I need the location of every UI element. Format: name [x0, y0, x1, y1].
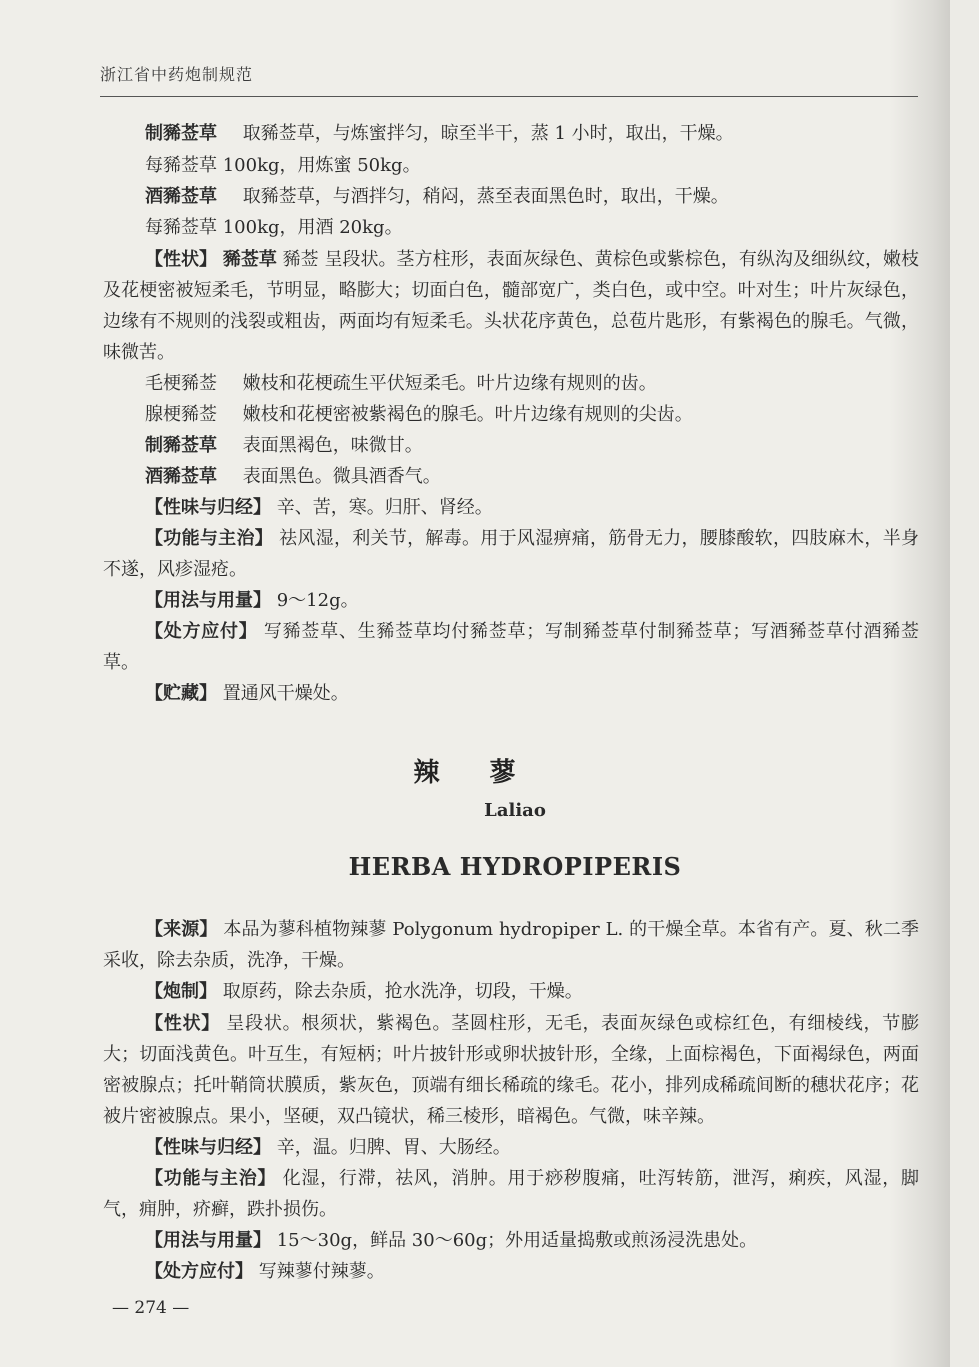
maogeng-title: 毛梗豨莶: [145, 373, 217, 394]
zhi2-text: 表面黑褐色，味微甘。: [242, 435, 423, 456]
chufang2-paragraph: [103, 1256, 919, 1287]
xingzhuang-text: 呈段状。茎方柱形，表面灰绿色、黄棕色或紫棕色，有纵沟及细纵纹，嫩枝及花梗密被短柔毛，节明显，略膨大；切面白色，髓部宽广，类白色，或中空。叶对生；叶片灰绿色，边缘有不规则的浅裂或粗齿，两面均有短柔毛。头状花序黄色，总苞片匙形，有紫褐色的腺毛。气微，味微苦。: [103, 249, 920, 363]
xiangeng-text: 嫩枝和花梗密被紫褐色的腺毛。叶片边缘有规则的尖齿。: [242, 404, 693, 425]
jiu-title: 酒豨莶草: [145, 186, 217, 207]
yongfa2-paragraph: [103, 1225, 919, 1256]
xingwei-text: 辛、苦，寒。归肝、肾经。: [276, 497, 493, 518]
paozhi-text: 取原药，除去杂质，抢水洗净，切段，干燥。: [222, 981, 583, 1002]
jiu2-text: 表面黑色。微具酒香气。: [242, 466, 441, 487]
paozhi-paragraph: [103, 976, 919, 1007]
xingzhuang-paragraph: [103, 244, 919, 368]
yongfa-text: 9～12g。: [276, 590, 359, 611]
zhucang-paragraph: [103, 678, 919, 709]
header-rule: [100, 96, 918, 97]
xingwei2-tag: 【性味与归经】: [145, 1137, 271, 1158]
zhucang-text: 置通风干燥处。: [222, 683, 349, 704]
laiyuan-tag: 【来源】: [145, 919, 218, 940]
chufang2-tag: 【处方应付】: [145, 1261, 253, 1282]
chufang-tag: 【处方应付】: [145, 621, 258, 642]
zhi-title: 制豨莶草: [145, 123, 217, 144]
gongneng2-tag: 【功能与主治】: [145, 1168, 277, 1189]
xingzhuang2-paragraph: [103, 1008, 919, 1132]
chufang-text: 写豨莶草、生豨莶草均付豨莶草；写制豨莶草付制豨莶草；写酒豨莶草付酒豨莶草。: [103, 621, 920, 673]
xingwei2-paragraph: [103, 1132, 919, 1163]
gongneng-text: 祛风湿，利关节，解毒。用于风湿痹痛，筋骨无力，腰膝酸软，四肢麻木，半身不遂，风疹湿疮。: [103, 528, 919, 580]
zhi-text: 取豨莶草，与炼蜜拌匀，晾至半干，蒸 1 小时，取出，干燥。: [242, 123, 734, 144]
yongfa-tag: 【用法与用量】: [145, 590, 271, 611]
jiu-ratio: 每豨莶草 100kg，用酒 20kg。: [145, 217, 403, 238]
page-number: — 274 —: [112, 1298, 190, 1318]
zhucang-tag: 【贮藏】: [145, 683, 217, 704]
zhi-ratio: 每豨莶草 100kg，用炼蜜 50kg。: [145, 155, 421, 176]
entry-title-chinese: 辣蓼: [413, 758, 566, 788]
entry-title-pinyin: Laliao: [484, 800, 546, 821]
laiyuan-text: 本品为蓼科植物辣蓼 Polygonum hydropiper L. 的干燥全草。本省有产。夏、秋二季采收，除去杂质，洗净，干燥。: [103, 919, 920, 971]
jiu2-title: 酒豨莶草: [145, 466, 217, 487]
gongneng-paragraph: [103, 523, 919, 585]
zhi2-line: [145, 430, 423, 461]
jiu-line: [145, 181, 729, 212]
zhi2-title: 制豨莶草: [145, 435, 217, 456]
xingzhuang2-text: 呈段状。根须状，紫褐色。茎圆柱形，无毛，表面灰绿色或棕红色，有细棱线，节膨大；切面浅黄色。叶互生，有短柄；叶片披针形或卵状披针形，全缘，上面棕褐色，下面褐绿色，两面密被腺点；托叶鞘筒状膜质，紫灰色，顶端有细长稀疏的缘毛。花小，排列成稀疏间断的穗状花序；花被片密被腺点。果小，坚硬，双凸镜状，稀三棱形，暗褐色。气微，味辛辣。: [103, 1013, 919, 1127]
zhi-line: [145, 118, 734, 149]
xiangeng-line: [145, 399, 693, 430]
xingzhuang-sub: 豨莶草: [222, 249, 277, 270]
xingwei-paragraph: [103, 492, 919, 523]
entry-title-latin: HERBA HYDROPIPERIS: [348, 852, 682, 881]
gongneng-tag: 【功能与主治】: [145, 528, 274, 549]
chufang-paragraph: [103, 616, 919, 678]
gongneng2-paragraph: [103, 1163, 919, 1225]
maogeng-text: 嫩枝和花梗疏生平伏短柔毛。叶片边缘有规则的齿。: [242, 373, 657, 394]
jiu2-line: [145, 461, 441, 492]
gongneng2-text: 化湿，行滞，祛风，消肿。用于痧秽腹痛，吐泻转筋，泄泻，痢疾，风湿，脚气，痈肿，疥癣，跌扑损伤。: [103, 1168, 919, 1220]
chufang2-text: 写辣蓼付辣蓼。: [258, 1261, 385, 1282]
xingzhuang2-tag: 【性状】: [145, 1013, 220, 1034]
laiyuan-paragraph: [103, 914, 919, 976]
xingzhuang-tag: 【性状】: [145, 249, 218, 270]
xiangeng-title: 腺梗豨莶: [145, 404, 217, 425]
yongfa2-text: 15～30g，鲜品 30～60g；外用适量捣敷或煎汤浸洗患处。: [276, 1230, 758, 1251]
paozhi-tag: 【炮制】: [145, 981, 217, 1002]
jiu-text: 取豨莶草，与酒拌匀，稍闷，蒸至表面黑色时，取出，干燥。: [242, 186, 729, 207]
yongfa-paragraph: [103, 585, 919, 616]
xingwei2-text: 辛，温。归脾、胃、大肠经。: [276, 1137, 511, 1158]
running-head: 浙江省中药炮制规范: [100, 65, 254, 84]
maogeng-line: [145, 368, 657, 399]
yongfa2-tag: 【用法与用量】: [145, 1230, 271, 1251]
xingwei-tag: 【性味与归经】: [145, 497, 271, 518]
xingzhuang-sub2: 豨莶: [282, 249, 319, 270]
